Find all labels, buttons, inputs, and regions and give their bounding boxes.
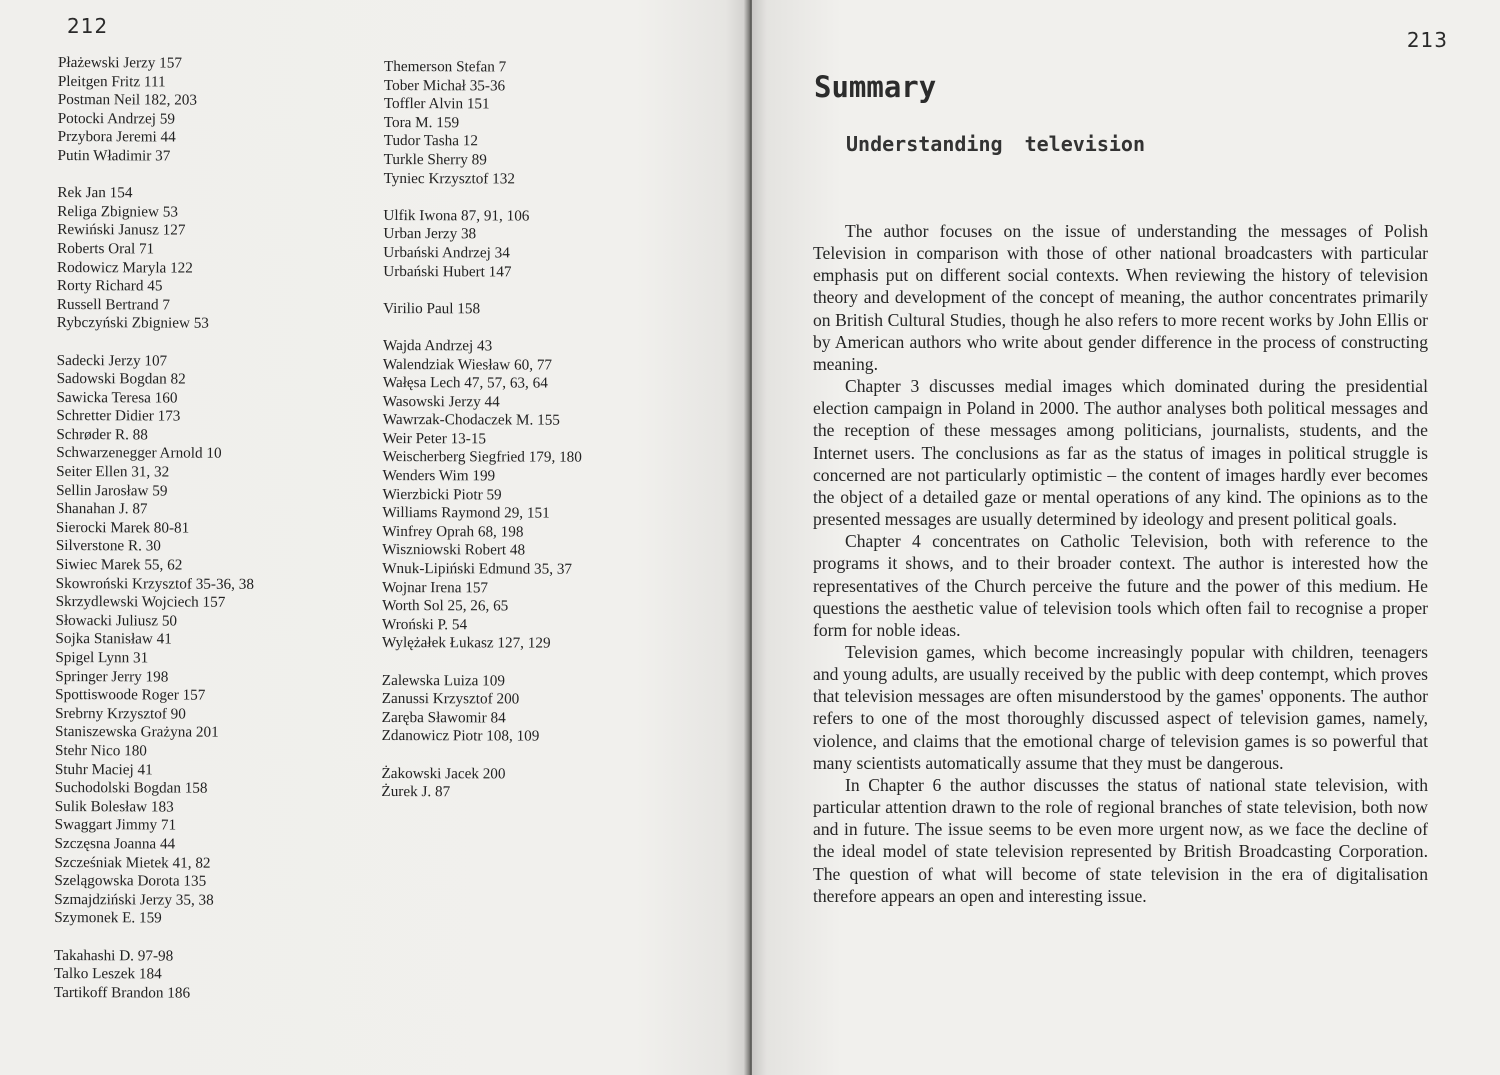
index-entry: Wierzbicki Piotr 59 bbox=[382, 485, 502, 504]
index-entry: Takahashi D. 97-98 bbox=[54, 946, 174, 965]
index-entry: Ulfik Iwona 87, 91, 106 bbox=[383, 206, 530, 225]
index-entry: Szczęsna Joanna 44 bbox=[54, 834, 176, 853]
index-entry: Weir Peter 13-15 bbox=[382, 429, 487, 448]
index-entry: Tudor Tasha 12 bbox=[383, 132, 479, 150]
index-entry: Sierocki Marek 80-81 bbox=[55, 518, 190, 537]
index-entry: Turkle Sherry 89 bbox=[383, 150, 487, 169]
index-entry: Zdanowicz Piotr 108, 109 bbox=[381, 727, 540, 745]
index-entry: Wałęsa Lech 47, 57, 63, 64 bbox=[382, 374, 548, 392]
index-entry: Toffler Alvin 151 bbox=[383, 95, 490, 113]
index-entry: Urban Jerzy 38 bbox=[383, 225, 477, 243]
index-entry: Stehr Nico 180 bbox=[54, 741, 147, 760]
index-group bbox=[57, 184, 358, 334]
index-entry: Sellin Jarosław 59 bbox=[56, 481, 168, 500]
summary-paragraph: Chapter 4 concentrates on Catholic Television, both with reference to the programs it shows, and to their broader context. The author is interested how the representatives of the Church perceive the future and the power of this medium. He questions the aesthetic value of television tools which often fail to recognise a proper form for noble ideas. bbox=[813, 531, 1428, 640]
index-entry: Potocki Andrzej 59 bbox=[57, 109, 176, 128]
index-entry: Szymonek E. 159 bbox=[54, 909, 162, 927]
summary-paragraph: The author focuses on the issue of understanding the messages of Polish Television in comparison with those of other national broadcasters with particular emphasis put on different social contexts. When reviewing the history of television theory and development of the concept of meaning, the author concentrates primarily on British Cultural Studies, though he also refers to more recent works by John Ellis or by American authors who write about gender difference in the process of constructing meaning. bbox=[813, 221, 1428, 374]
index-entry: Zanussi Krzysztof 200 bbox=[381, 690, 520, 708]
summary-subtitle: Understanding television bbox=[846, 132, 1145, 156]
index-entry: Rybczyński Zbigniew 53 bbox=[56, 314, 209, 332]
summary-paragraph: Chapter 3 discusses medial images which dominated during the presidential election campaign in Poland in 2000. The author analyses both political messages and the reception of these messages among politicians, journalists, students, and the Internet users. The conclusions as far as the status of images in political struggle is concerned are not particularly optimistic – the content of images hardly ever becomes the object of a detailed gaze or mental operations of any kind. The opinions as to the presented messages are usually determined by ideology and present political goals. bbox=[813, 376, 1428, 530]
index-entry: Szelągowska Dorota 135 bbox=[54, 872, 207, 890]
index-entry: Tartikoff Brandon 186 bbox=[53, 983, 191, 1002]
index-entry: Stuhr Maciej 41 bbox=[54, 760, 153, 778]
index-entry: Putin Władimir 37 bbox=[57, 146, 171, 165]
index-entry: Tora M. 159 bbox=[383, 113, 460, 132]
index-entry: Worth Sol 25, 26, 65 bbox=[382, 597, 509, 615]
index-group bbox=[384, 58, 714, 189]
index-group bbox=[54, 946, 354, 1003]
index-entry: Siwiec Marek 55, 62 bbox=[55, 556, 183, 574]
index-entry: Wojnar Irena 157 bbox=[382, 578, 489, 596]
index-entry: Wiszniowski Robert 48 bbox=[382, 541, 526, 559]
index-entry: Pleitgen Fritz 111 bbox=[57, 72, 166, 91]
index-entry: Urbański Andrzej 34 bbox=[383, 243, 510, 262]
index-entry: Suchodolski Bogdan 158 bbox=[54, 779, 208, 797]
summary-body bbox=[813, 220, 1428, 907]
summary-title: Summary bbox=[814, 70, 937, 104]
index-group bbox=[383, 300, 713, 320]
index-entry: Staniszewska Grażyna 201 bbox=[55, 723, 219, 742]
index-column-1 bbox=[54, 54, 358, 1022]
index-entry: Żurek J. 87 bbox=[381, 783, 451, 801]
index-entry: Tober Michał 35-36 bbox=[383, 76, 506, 95]
index-entry: Springer Jerry 198 bbox=[55, 667, 169, 686]
index-entry: Szcześniak Mietek 41, 82 bbox=[54, 853, 211, 872]
index-entry: Schretter Didier 173 bbox=[56, 407, 181, 425]
index-entry: Wylężałek Łukasz 127, 129 bbox=[381, 634, 551, 652]
index-entry: Sadowski Bogdan 82 bbox=[56, 370, 186, 388]
index-entry: Winfrey Oprah 68, 198 bbox=[382, 522, 524, 541]
index-entry: Wasowski Jerzy 44 bbox=[382, 392, 500, 411]
index-entry: Wajda Andrzej 43 bbox=[382, 336, 493, 355]
index-group bbox=[381, 765, 711, 803]
index-entry: Schrøder R. 88 bbox=[56, 425, 148, 444]
index-entry: Spottiswoode Roger 157 bbox=[55, 686, 206, 704]
index-entry: Shanahan J. 87 bbox=[55, 500, 148, 518]
index-entry: Sawicka Teresa 160 bbox=[56, 388, 178, 407]
index-entry: Sojka Stanisław 41 bbox=[55, 630, 172, 648]
index-entry: Sadecki Jerzy 107 bbox=[56, 351, 168, 369]
index-entry: Seiter Ellen 31, 32 bbox=[56, 463, 170, 481]
index-entry: Roberts Oral 71 bbox=[57, 239, 155, 258]
index-entry: Talko Leszek 184 bbox=[53, 965, 162, 983]
index-entry: Sulik Bolesław 183 bbox=[54, 797, 174, 816]
index-entry: Płażewski Jerzy 157 bbox=[57, 54, 182, 72]
index-entry: Weischerberg Siegfried 179, 180 bbox=[382, 448, 582, 467]
index-entry: Walendziak Wiesław 60, 77 bbox=[382, 355, 553, 374]
page-number-left: 212 bbox=[67, 14, 109, 38]
index-entry: Williams Raymond 29, 151 bbox=[382, 504, 550, 522]
index-entry: Virilio Paul 158 bbox=[383, 299, 481, 318]
index-group bbox=[383, 207, 713, 283]
index-entry: Urbański Hubert 147 bbox=[383, 262, 512, 280]
index-entry: Swaggart Jimmy 71 bbox=[54, 816, 177, 834]
index-entry: Postman Neil 182, 203 bbox=[57, 91, 198, 109]
summary-paragraph: In Chapter 6 the author discusses the status of national state television, with particular attention drawn to the role of regional branches of state television, both now and in future. The issue seems to be even more urgent now, as we face the decline of the ideal model of state television represented by British Broadcasting Corporation. The question of what will become of state television in the era of digitalisation therefore appears an open and interesting issue. bbox=[813, 774, 1428, 906]
index-entry: Rorty Richard 45 bbox=[56, 277, 163, 295]
index-entry: Themerson Stefan 7 bbox=[383, 58, 507, 76]
index-column-2 bbox=[381, 58, 714, 821]
index-entry: Tyniec Krzysztof 132 bbox=[383, 169, 515, 188]
right-page bbox=[752, 0, 1500, 1075]
index-entry: Żakowski Jacek 200 bbox=[381, 764, 506, 782]
index-entry: Srebrny Krzysztof 90 bbox=[55, 704, 186, 723]
index-entry: Rewiński Janusz 127 bbox=[57, 221, 186, 239]
index-entry: Schwarzenegger Arnold 10 bbox=[56, 444, 222, 463]
index-group bbox=[54, 351, 357, 929]
index-entry: Wenders Wim 199 bbox=[382, 467, 496, 485]
index-entry: Szmajdziński Jerzy 35, 38 bbox=[54, 890, 214, 909]
index-entry: Przybora Jeremi 44 bbox=[57, 128, 176, 146]
index-entry: Wawrzak-Chodaczek M. 155 bbox=[382, 411, 560, 429]
index-group bbox=[58, 54, 358, 167]
index-entry: Wroński P. 54 bbox=[381, 615, 468, 634]
index-entry: Rodowicz Maryla 122 bbox=[57, 258, 193, 277]
index-group bbox=[382, 672, 712, 748]
index-group bbox=[382, 337, 713, 654]
index-entry: Słowacki Juliusz 50 bbox=[55, 611, 178, 630]
index-entry: Zaręba Sławomir 84 bbox=[381, 708, 506, 727]
index-entry: Religa Zbigniew 53 bbox=[57, 202, 178, 221]
index-entry: Rek Jan 154 bbox=[57, 184, 133, 202]
index-entry: Zalewska Luiza 109 bbox=[381, 671, 505, 690]
summary-paragraph: Television games, which become increasingly popular with children, teenagers and young adults, are usually received by the public with deep contempt, which proves that television messages are often misunderstood by the games' opponents. The author refers to one of the most thoroughly discussed aspect of television games, namely, violence, and claims that the emotional charge of television games is so powerful that many scientists automatically assume that they must be dangerous. bbox=[813, 641, 1428, 773]
left-page bbox=[0, 0, 748, 1075]
index-entry: Wnuk-Lipiński Edmund 35, 37 bbox=[382, 560, 573, 578]
index-entry: Spigel Lynn 31 bbox=[55, 648, 149, 667]
index-entry: Skrzydlewski Wojciech 157 bbox=[55, 593, 226, 611]
page-number-right: 213 bbox=[1406, 28, 1448, 52]
index-entry: Skowroński Krzysztof 35-36, 38 bbox=[55, 574, 254, 593]
index-entry: Silverstone R. 30 bbox=[55, 537, 161, 555]
index-entry: Russell Bertrand 7 bbox=[56, 295, 170, 314]
